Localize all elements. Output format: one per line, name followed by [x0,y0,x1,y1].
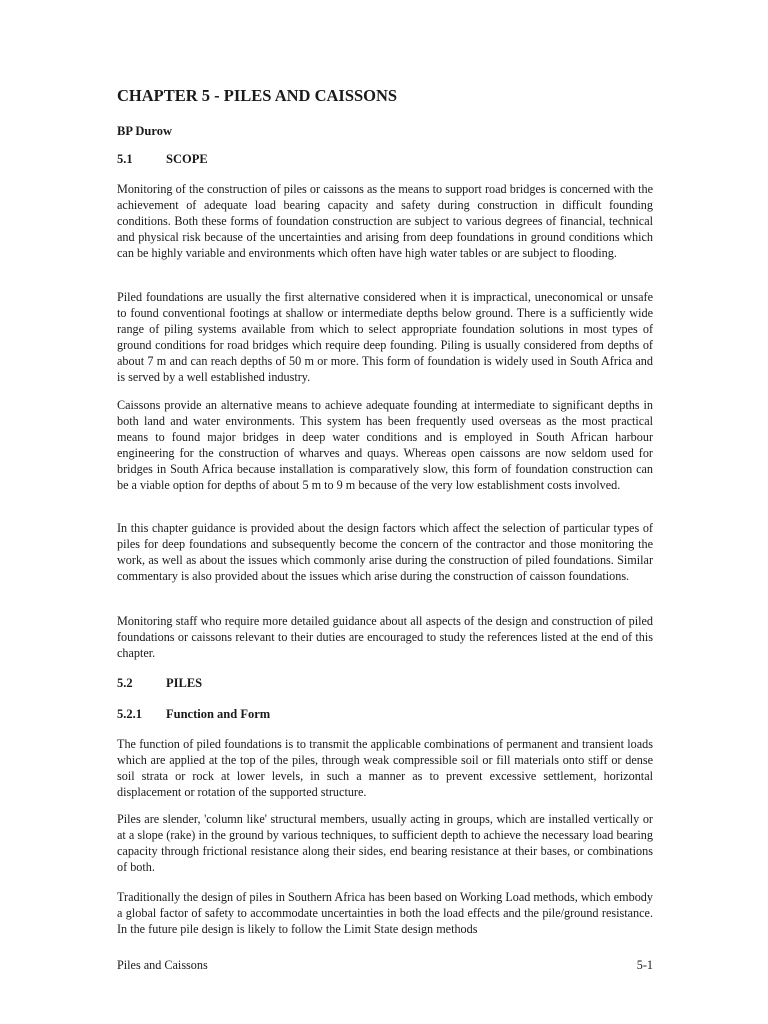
chapter-title: CHAPTER 5 - PILES AND CAISSONS [117,86,398,105]
footer-title: Piles and Caissons [117,958,208,972]
scope-paragraph-4: In this chapter guidance is provided about the design factors which affect the selection of particular types of piles for deep foundations and subsequently become the concern of the contractor and those monitoring the work, as well as about the issues which commonly arise during the construction of piled foundations. Similar commentary is also provided about the issues which arise during the construction of caisson foundations. [117,521,653,583]
section-number: 5.2 [117,676,133,690]
section-heading-5-1 [117,152,208,167]
page-footer [117,958,653,973]
function-paragraph-3: Traditionally the design of piles in Southern Africa has been based on Working Load methods, which embody a global factor of safety to accommodate uncertainties in both the load effects and the pile/ground resistance. In the future pile design is likely to follow the Limit State design methods [117,890,653,936]
scope-paragraph-2: Piled foundations are usually the first alternative considered when it is impractical, uneconomical or unsafe to found conventional footings at shallow or intermediate depths below ground. There is a sufficiently wide range of piling systems available from which to select appropriate foundation solutions in most types of ground conditions for road bridges which require deep founding. Piling is usually considered from depths of about 7 m and can reach depths of 50 m or more. This form of foundation is widely used in South Africa and is served by a well established industry. [117,290,653,384]
section-title: PILES [166,676,203,690]
function-paragraph-2: Piles are slender, 'column like' structural members, usually acting in groups, which are installed vertically or at a slope (rake) in the ground by various techniques, to sufficient depth to achieve the necessary load bearing capacity through frictional resistance along their sides, end bearing resistance at their bases, or combinations of both. [117,812,653,874]
scope-paragraph-3: Caissons provide an alternative means to achieve adequate founding at intermediate to significant depths in both land and water environments. This system has been frequently used overseas as the most practical means to found major bridges in deep water conditions and is employed in South African harbour engineering for the construction of wharves and quays. Whereas open caissons are now seldom used for bridges in South Africa because installation is comparatively slow, this form of foundation construction can be a viable option for depths of about 5 m to 9 m because of the very low establishment costs involved. [117,398,653,492]
section-title: Function and Form [166,707,271,721]
scope-paragraph-5: Monitoring staff who require more detailed guidance about all aspects of the design and construction of piled foundations or caissons relevant to their duties are encouraged to study the references listed at the end of this chapter. [117,614,653,660]
section-heading-5-2-1 [117,707,270,722]
section-number: 5.2.1 [117,707,142,721]
section-number: 5.1 [117,152,133,166]
section-heading-5-2 [117,676,202,691]
function-paragraph-1: The function of piled foundations is to transmit the applicable combinations of permanent and transient loads which are applied at the top of the piles, through weak compressible soil or fill materials onto stiff or dense soil strata or rock at lower levels, in such a manner as to prevent excessive settlement, horizontal displacement or rotation of the supported structure. [117,737,653,799]
section-title: SCOPE [166,152,208,166]
page-number: 5-1 [636,958,653,972]
author-name: BP Durow [117,124,172,138]
scope-paragraph-1: Monitoring of the construction of piles or caissons as the means to support road bridges is concerned with the achievement of adequate load bearing capacity and safety during construction in difficult founding conditions. Both these forms of foundation construction are subject to various degrees of financial, technical and physical risk because of the uncertainties and arising from deep foundations in ground conditions which can be highly variable and environments which often have high water tables or are subject to flooding. [117,182,653,260]
